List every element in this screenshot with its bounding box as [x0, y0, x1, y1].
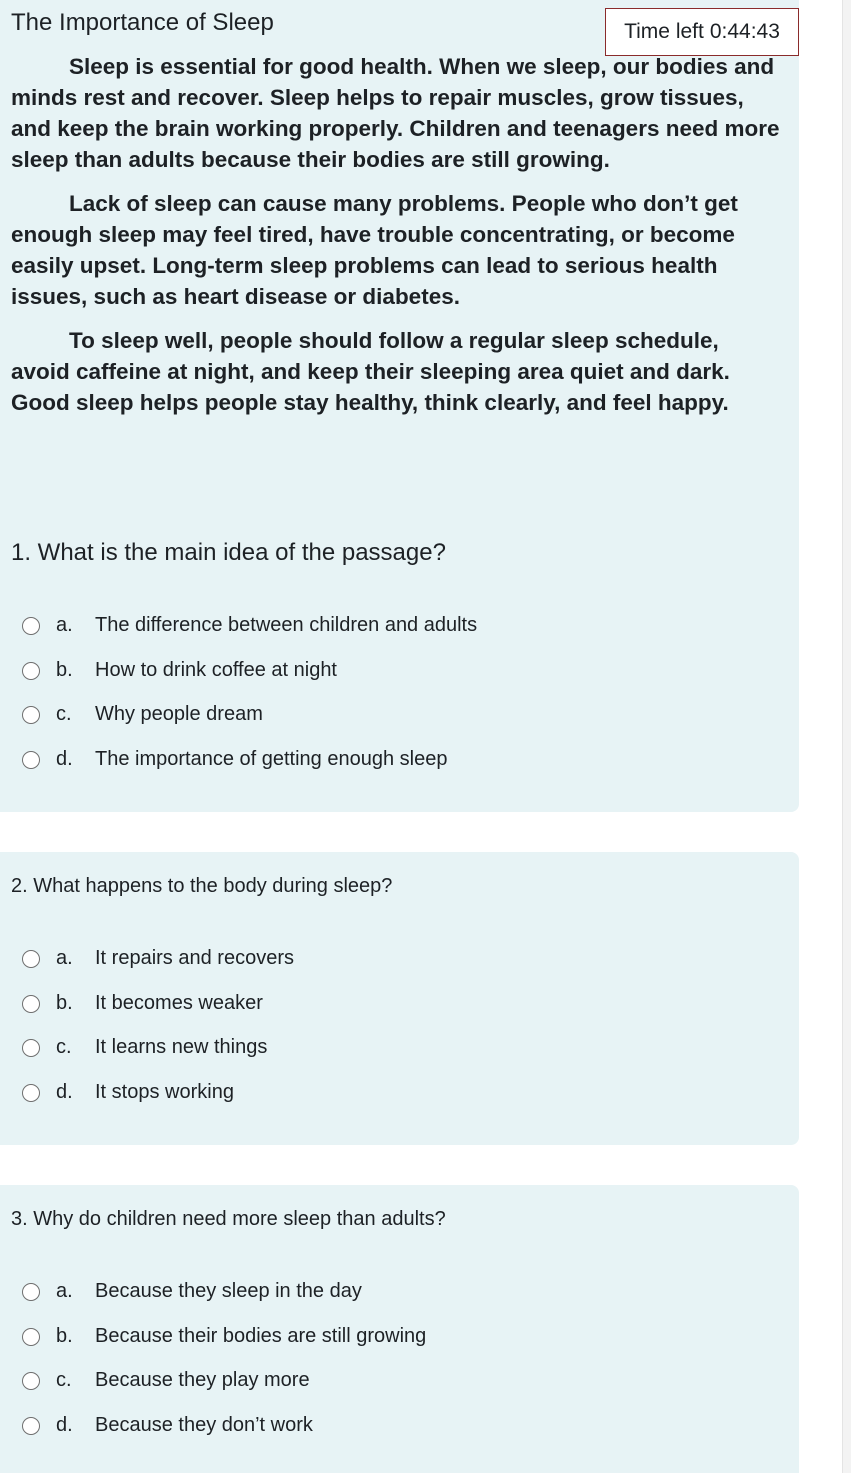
passage-paragraph: Sleep is essential for good health. When we sleep, our bodies and minds rest and recover. Sleep helps to repair muscles, grow tissues, and keep the brain working properly. Children and teenagers need more sleep than adults because their bodies are still growing. [11, 54, 780, 172]
option-label[interactable]: The importance of getting enough sleep [95, 747, 448, 770]
option-letter: a. [56, 947, 73, 969]
question-2-option-c[interactable] [22, 1033, 294, 1078]
question-2-text: 2. What happens to the body during sleep? [11, 875, 393, 897]
reading-passage [11, 51, 781, 431]
option-letter: c. [56, 1036, 72, 1058]
option-letter: b. [56, 658, 73, 681]
radio-button[interactable] [22, 751, 40, 769]
option-label[interactable]: It repairs and recovers [95, 947, 294, 969]
option-letter: a. [56, 1280, 73, 1302]
question-2-options [22, 944, 294, 1122]
question-1-option-d[interactable] [22, 745, 477, 790]
option-letter: c. [56, 703, 72, 725]
radio-button[interactable] [22, 706, 40, 724]
option-label[interactable]: Why people dream [95, 703, 263, 725]
time-left-value: 0:44:43 [709, 20, 780, 43]
radio-button[interactable] [22, 1283, 40, 1301]
option-label[interactable]: Because they don’t work [95, 1413, 313, 1436]
option-label[interactable]: It becomes weaker [95, 991, 263, 1014]
option-letter: d. [56, 1080, 73, 1103]
question-2-option-d[interactable] [22, 1078, 294, 1123]
radio-button[interactable] [22, 995, 40, 1013]
option-letter: d. [56, 1413, 73, 1436]
question-3-option-b[interactable] [22, 1322, 426, 1367]
question-1-option-a[interactable] [22, 611, 477, 656]
question-3-option-d[interactable] [22, 1411, 426, 1456]
option-label[interactable]: It learns new things [95, 1036, 268, 1058]
option-label[interactable]: It stops working [95, 1080, 234, 1103]
radio-button[interactable] [22, 1417, 40, 1435]
option-label[interactable]: Because they play more [95, 1369, 310, 1391]
option-label[interactable]: The difference between children and adults [95, 614, 478, 636]
question-3-text: 3. Why do children need more sleep than adults? [11, 1208, 446, 1230]
option-label[interactable]: Because they sleep in the day [95, 1280, 362, 1302]
option-letter: c. [56, 1369, 72, 1391]
passage-paragraph: Lack of sleep can cause many problems. People who don’t get enough sleep may feel tired, have trouble concentrating, or become easily upset. Long-term sleep problems can lead to serious health issues, such as heart disease or diabetes. [11, 191, 738, 309]
option-letter: d. [56, 747, 73, 770]
radio-button[interactable] [22, 1039, 40, 1057]
time-left-box [605, 8, 799, 56]
question-3-option-a[interactable] [22, 1277, 426, 1322]
question-2-option-b[interactable] [22, 989, 294, 1034]
time-left-label: Time left [624, 20, 704, 43]
question-1-options [22, 611, 477, 789]
question-1-option-c[interactable] [22, 700, 477, 745]
option-letter: b. [56, 991, 73, 1014]
radio-button[interactable] [22, 1084, 40, 1102]
option-label[interactable]: Because their bodies are still growing [95, 1324, 427, 1347]
question-2-option-a[interactable] [22, 944, 294, 989]
option-letter: b. [56, 1324, 73, 1347]
quiz-title: The Importance of Sleep [11, 9, 274, 36]
question-1-option-b[interactable] [22, 656, 477, 701]
radio-button[interactable] [22, 1328, 40, 1346]
option-letter: a. [56, 614, 73, 636]
question-3-options [22, 1277, 426, 1455]
radio-button[interactable] [22, 662, 40, 680]
question-3-option-c[interactable] [22, 1366, 426, 1411]
question-1-text: 1. What is the main idea of the passage? [11, 539, 446, 566]
passage-paragraph: To sleep well, people should follow a regular sleep schedule, avoid caffeine at night, and keep their sleeping area quiet and dark. Good sleep helps people stay healthy, think clearly, and feel happy. [11, 328, 730, 415]
radio-button[interactable] [22, 950, 40, 968]
radio-button[interactable] [22, 617, 40, 635]
radio-button[interactable] [22, 1372, 40, 1390]
page-scrollbar[interactable] [842, 0, 851, 1473]
option-label[interactable]: How to drink coffee at night [95, 658, 337, 681]
